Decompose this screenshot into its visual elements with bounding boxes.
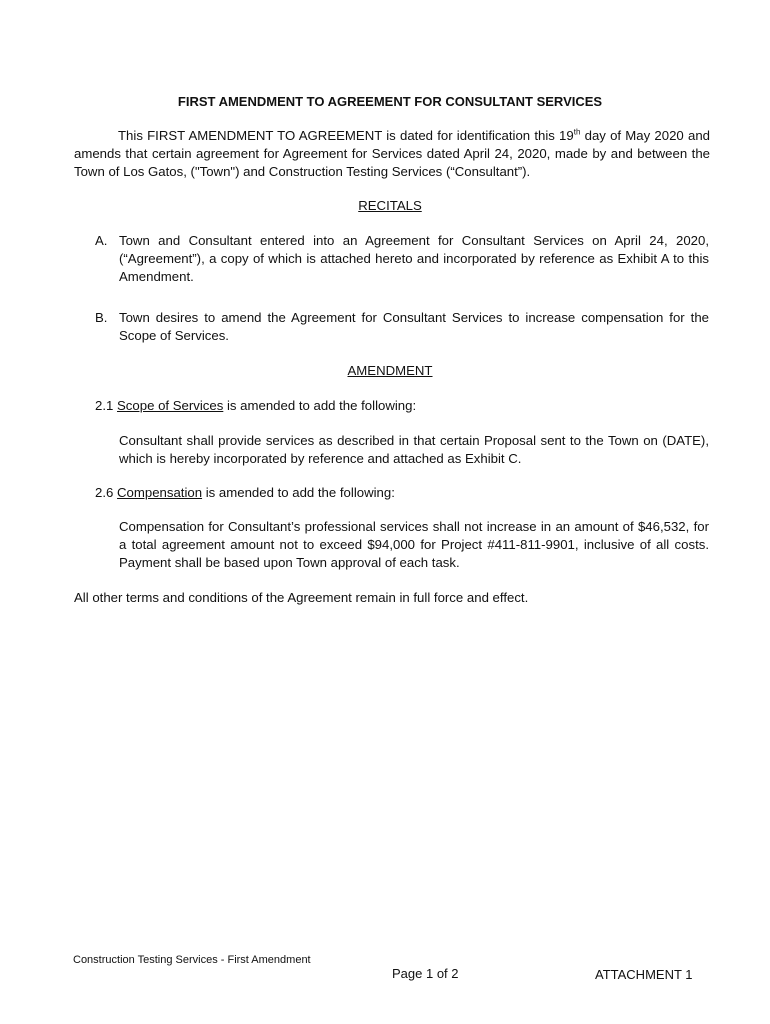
section-2-6-heading	[95, 484, 709, 502]
section-2-1-body: Consultant shall provide services as described in that certain Proposal sent to the Town on (DATE), which is hereby incorporated by reference and attached as Exhibit C.	[119, 433, 709, 466]
section-2-1-suffix: is amended to add the following:	[223, 398, 417, 413]
section-2-1-heading	[95, 397, 709, 415]
footer-document-name: Construction Testing Services - First Amendment	[73, 954, 311, 966]
recital-a-text: Town and Consultant entered into an Agreement for Consultant Services on April 24, 2020, (“Agreement”), a copy of which is attached hereto and incorporated by reference as Exhibit A to this Amendment.	[119, 233, 709, 284]
intro-superscript: th	[573, 127, 581, 137]
footer-attachment-label: ATTACHMENT 1	[595, 967, 693, 982]
section-2-1-name: Scope of Services	[117, 398, 224, 413]
intro-part1: This FIRST AMENDMENT TO AGREEMENT is dated for identification this 19	[118, 128, 574, 143]
recital-b-text: Town desires to amend the Agreement for Consultant Services to increase compensation for the Scope of Services.	[119, 310, 709, 343]
intro-part2: day of May 2020 and amends that certain agreement for Agreement for Services dated April 24, 2020, made by and between the Town of Los Gatos, ("Town") and Construction Testing Services (“Consultant”).	[74, 128, 710, 179]
recital-a	[95, 232, 709, 286]
section-2-6-number: 2.6	[95, 485, 114, 500]
recital-b	[95, 309, 709, 345]
closing-paragraph: All other terms and conditions of the Agreement remain in full force and effect.	[74, 590, 529, 605]
footer-page-number: Page 1 of 2	[392, 966, 459, 981]
document-title: FIRST AMENDMENT TO AGREEMENT FOR CONSULTANT SERVICES	[177, 94, 603, 109]
recitals-heading: RECITALS	[358, 198, 422, 213]
section-2-6-body: Compensation for Consultant’s professional services shall not increase in an amount of $46,532, for a total agreement amount not to exceed $94,000 for Project #411-811-9901, inclusive of all costs. Payment shall be based upon Town approval of each task.	[119, 519, 709, 570]
section-2-6-suffix: is amended to add the following:	[202, 485, 395, 500]
amendment-heading: AMENDMENT	[347, 363, 433, 378]
recital-b-marker: B.	[95, 310, 108, 325]
recital-a-marker: A.	[95, 233, 108, 248]
section-2-6-name: Compensation	[117, 485, 203, 500]
intro-paragraph	[74, 127, 710, 181]
section-2-1-number: 2.1	[95, 398, 114, 413]
